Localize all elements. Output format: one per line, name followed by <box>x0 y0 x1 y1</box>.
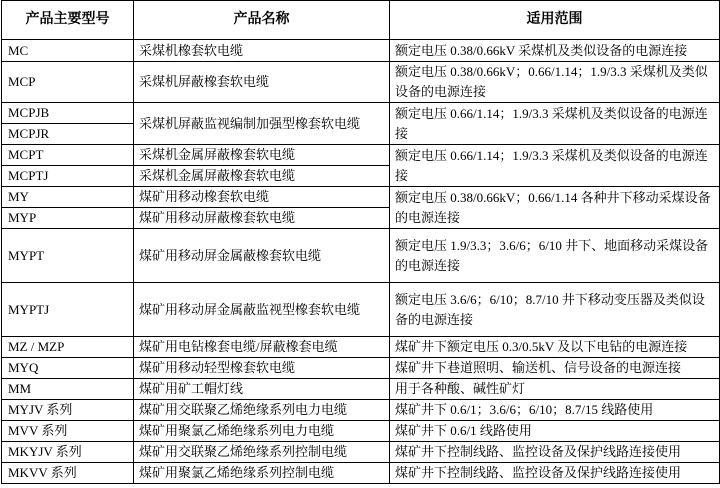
model-cell: MCP <box>2 62 134 103</box>
table-row <box>2 337 720 358</box>
table-row <box>2 283 720 337</box>
table-row <box>2 187 720 208</box>
name-cell: 采煤机金属屏蔽橡套软电缆 <box>134 145 390 166</box>
scope-cell: 额定电压 0.38/0.66kV；0.66/1.14 各种井下移动采煤设备的电源连接 <box>390 187 720 229</box>
name-cell: 煤矿用交联聚乙烯绝缘系列电力电缆 <box>134 400 390 421</box>
scope-cell: 额定电压 0.66/1.14；1.9/3.3 采煤机及类似设备的电源连接 <box>390 145 720 187</box>
name-cell: 煤矿用聚氯乙烯绝缘系列电力电缆 <box>134 421 390 442</box>
name-cell: 煤矿用移动轻型橡套软电缆 <box>134 358 390 379</box>
model-cell: MYJV 系列 <box>2 400 134 421</box>
table-row <box>2 40 720 62</box>
scope-cell: 额定电压 1.9/3.3；3.6/6；6/10 井下、地面移动采煤设备的电源连接 <box>390 229 720 283</box>
name-cell: 煤矿用交联聚乙烯绝缘系列控制电缆 <box>134 442 390 463</box>
model-cell: MVV 系列 <box>2 421 134 442</box>
scope-cell: 煤矿井下控制线路、监控设备及保护线路连接使用 <box>390 463 720 484</box>
table-row <box>2 229 720 283</box>
scope-cell: 煤矿井下控制线路、监控设备及保护线路连接使用 <box>390 442 720 463</box>
table-row <box>2 463 720 484</box>
name-cell: 煤矿用移动屏金属蔽监视型橡套软电缆 <box>134 283 390 337</box>
name-cell: 煤矿用移动屏蔽橡套软电缆 <box>134 208 390 229</box>
name-cell: 采煤机屏蔽监视编制加强型橡套软电缆 <box>134 103 390 145</box>
model-cell: MY <box>2 187 134 208</box>
model-cell: MYQ <box>2 358 134 379</box>
header-name: 产品名称 <box>134 1 390 40</box>
name-cell: 煤矿用电钻橡套电缆/屏蔽橡套电缆 <box>134 337 390 358</box>
model-cell: MC <box>2 40 134 62</box>
model-cell: MKYJV 系列 <box>2 442 134 463</box>
name-cell: 煤矿用移动橡套软电缆 <box>134 187 390 208</box>
scope-cell: 额定电压 0.66/1.14；1.9/3.3 采煤机及类似设备的电源连接 <box>390 103 720 145</box>
table-row <box>2 400 720 421</box>
model-cell: MCPTJ <box>2 166 134 187</box>
table-row <box>2 379 720 400</box>
name-cell: 煤矿用矿工帽灯线 <box>134 379 390 400</box>
table-row <box>2 103 720 124</box>
header-row <box>2 1 720 40</box>
scope-cell: 煤矿井下巷道照明、输送机、信号设备的电源连接 <box>390 358 720 379</box>
scope-cell: 额定电压 0.38/0.66kV；0.66/1.14；1.9/3.3 采煤机及类似设备的电源连接 <box>390 62 720 103</box>
model-cell: MCPJR <box>2 124 134 145</box>
header-scope: 适用范围 <box>390 1 720 40</box>
header-model: 产品主要型号 <box>2 1 134 40</box>
scope-cell: 额定电压 3.6/6；6/10；8.7/10 井下移动变压器及类似设备的电源连接 <box>390 283 720 337</box>
name-cell: 采煤机金属屏蔽橡套软电缆 <box>134 166 390 187</box>
model-cell: MZ / MZP <box>2 337 134 358</box>
scope-cell: 煤矿井下 0.6/1 线路使用 <box>390 421 720 442</box>
model-cell: MM <box>2 379 134 400</box>
table-row <box>2 145 720 166</box>
product-table <box>1 0 720 484</box>
table-row <box>2 421 720 442</box>
scope-cell: 用于各种酸、碱性矿灯 <box>390 379 720 400</box>
model-cell: MCPJB <box>2 103 134 124</box>
scope-cell: 额定电压 0.38/0.66kV 采煤机及类似设备的电源连接 <box>390 40 720 62</box>
table-row <box>2 442 720 463</box>
model-cell: MCPT <box>2 145 134 166</box>
model-cell: MYP <box>2 208 134 229</box>
name-cell: 煤矿用移动屏金属蔽橡套软电缆 <box>134 229 390 283</box>
table-row <box>2 62 720 103</box>
model-cell: MYPT <box>2 229 134 283</box>
name-cell: 采煤机橡套软电缆 <box>134 40 390 62</box>
model-cell: MYPTJ <box>2 283 134 337</box>
name-cell: 采煤机屏蔽橡套软电缆 <box>134 62 390 103</box>
table-row <box>2 358 720 379</box>
scope-cell: 煤矿井下额定电压 0.3/0.5kV 及以下电钻的电源连接 <box>390 337 720 358</box>
scope-cell: 煤矿井下 0.6/1；3.6/6；6/10；8.7/15 线路使用 <box>390 400 720 421</box>
model-cell: MKVV 系列 <box>2 463 134 484</box>
name-cell: 煤矿用聚氯乙烯绝缘系列控制电缆 <box>134 463 390 484</box>
